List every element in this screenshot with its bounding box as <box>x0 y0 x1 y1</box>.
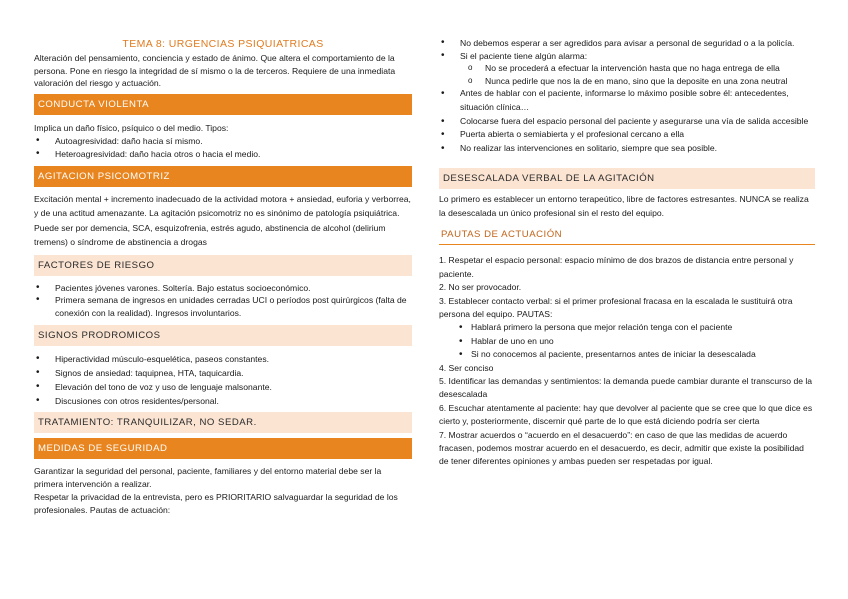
pauta-6: 6. Escuchar atentamente al paciente: hay que devolver al paciente que se cree que lo que dice es cierto y, posteriormente, discernir qué parte de lo que está diciendo podría ser cierta <box>439 402 813 427</box>
pauta-3-list <box>439 321 815 361</box>
heading-pautas-actuacion: PAUTAS DE ACTUACIÓN <box>439 226 815 245</box>
seguridad-list-2 <box>439 87 815 155</box>
list-item: • Autoagresividad: daño hacia sí mismo. <box>34 135 412 148</box>
page-title: TEMA 8: URGENCIAS PSIQUIATRICAS <box>122 38 324 50</box>
conducta-text: Implica un daño físico, psíquico o del medio. Tipos: <box>34 122 229 133</box>
alarma-sublist <box>439 62 815 87</box>
list-item: o No se procederá a efectuar la intervención hasta que no haga entrega de ella <box>439 62 815 75</box>
list-item: • Pacientes jóvenes varones. Soltería. Bajo estatus socioeconómico. <box>34 282 412 295</box>
signos-list <box>34 352 412 408</box>
list-item: • Si no conocemos al paciente, presentarnos antes de iniciar la desescalada <box>439 348 815 361</box>
pauta-1: 1. Respetar el espacio personal: espacio mínimo de dos brazos de distancia entre personal y paciente. <box>439 255 794 279</box>
list-item: • Puerta abierta o semiabierta y el profesional cercano a ella <box>439 128 815 142</box>
heading-desescalada: DESESCALADA VERBAL DE LA AGITACIÓN <box>439 168 815 189</box>
medidas-text-1: Garantizar la seguridad del personal, paciente, familiares y del entorno material debe ser la primera intervención a realizar. <box>34 466 382 490</box>
heading-conducta-violenta: CONDUCTA VIOLENTA <box>34 94 412 115</box>
heading-signos-prodromicos: SIGNOS PRODROMICOS <box>34 325 412 346</box>
seguridad-list <box>439 37 815 62</box>
list-item: • Colocarse fuera del espacio personal del paciente y asegurarse una vía de salida accesible <box>439 115 815 129</box>
list-item: • Si el paciente tiene algún alarma: <box>439 50 815 63</box>
factores-list <box>34 282 412 320</box>
pauta-3: 3. Establecer contacto verbal: si el primer profesional fracasa en la escalada le sustituirá otra persona del equipo. PAUTAS: <box>439 295 793 319</box>
intro-text: Alteración del pensamiento, conciencia y estado de ánimo. Que altera el comportamiento de la persona. Pone en riesgo la integridad de sí mismo o la de terceros. Requiere de una inmediata valoración del riesgo y actuación. <box>34 53 396 89</box>
heading-tratamiento: TRATAMIENTO: TRANQUILIZAR, NO SEDAR. <box>34 412 412 433</box>
right-column <box>439 0 815 469</box>
desescalada-text: Lo primero es establecer un entorno terapeútico, libre de factores estresantes. NUNCA se realiza la desescalada un único profesional sin el resto del equipo. <box>439 194 809 219</box>
pauta-2: 2. No ser provocador. <box>439 282 522 293</box>
heading-factores-riesgo: FACTORES DE RIESGO <box>34 255 412 276</box>
left-column <box>34 0 412 517</box>
pautas-body <box>439 254 815 469</box>
list-item: • Hiperactividad músculo-esquelética, paseos constantes. <box>34 352 412 366</box>
list-item: • No debemos esperar a ser agredidos para avisar a personal de seguridad o a la policía. <box>439 37 815 50</box>
list-item: • Elevación del tono de voz y uso de lenguaje malsonante. <box>34 380 412 394</box>
list-item: • Primera semana de ingresos en unidades cerradas UCI o períodos post quirúrgicos (falta de conexión con la realidad). Ingresos involuntarios. <box>34 294 412 319</box>
list-item: • Hablar de uno en uno <box>439 335 815 348</box>
list-item: • Hablará primero la persona que mejor relación tenga con el paciente <box>439 321 815 334</box>
list-item: • Signos de ansiedad: taquipnea, HTA, taquicardia. <box>34 366 412 380</box>
list-item: • No realizar las intervenciones en solitario, siempre que sea posible. <box>439 142 815 156</box>
list-item: • Discusiones con otros residentes/personal. <box>34 394 412 408</box>
pauta-4: 4. Ser conciso <box>439 362 494 373</box>
list-item: • Heteroagresividad: daño hacia otros o hacia el medio. <box>34 148 412 161</box>
conducta-list <box>34 135 412 160</box>
medidas-text-2: Respetar la privacidad de la entrevista, pero es PRIORITARIO salvaguardar la seguridad de los profesionales. Pautas de actuación: <box>34 492 398 516</box>
pauta-7: 7. Mostrar acuerdos o “acuerdo en el desacuerdo”: en caso de que las medidas de acuerdo fracasen, podemos mostrar acuerdo en el desacuerdo, es decir, admitir que existe la posibilidad de tener diferentes opiniones y ambas pueden ser respetadas por igual. <box>439 429 804 467</box>
agitacion-text: Excitación mental + incremento inadecuado de la actividad motora + ansiedad, euforia y verborrea, y de una actitud amenazante. La agitación psicomotriz no es sinónimo de patología psiquiátrica. Puede ser por demencia, SCA, esquizofrenia, estrés agudo, abstinencia de alcohol (delirium tremens) o síndrome de abstinencia a drogas <box>34 193 411 248</box>
heading-medidas-seguridad: MEDIDAS DE SEGURIDAD <box>34 438 412 459</box>
list-item: • Antes de hablar con el paciente, informarse lo máximo posible sobre él: antecedentes, situación clínica… <box>439 87 815 114</box>
pauta-5: 5. Identificar las demandas y sentimientos: la demanda puede cambiar durante el transcurso de la desescalada <box>439 376 813 400</box>
heading-agitacion-psicomotriz: AGITACION PSICOMOTRIZ <box>34 166 412 187</box>
list-item: o Nunca pedirle que nos la de en mano, sino que la deposite en una zona neutral <box>439 75 815 88</box>
